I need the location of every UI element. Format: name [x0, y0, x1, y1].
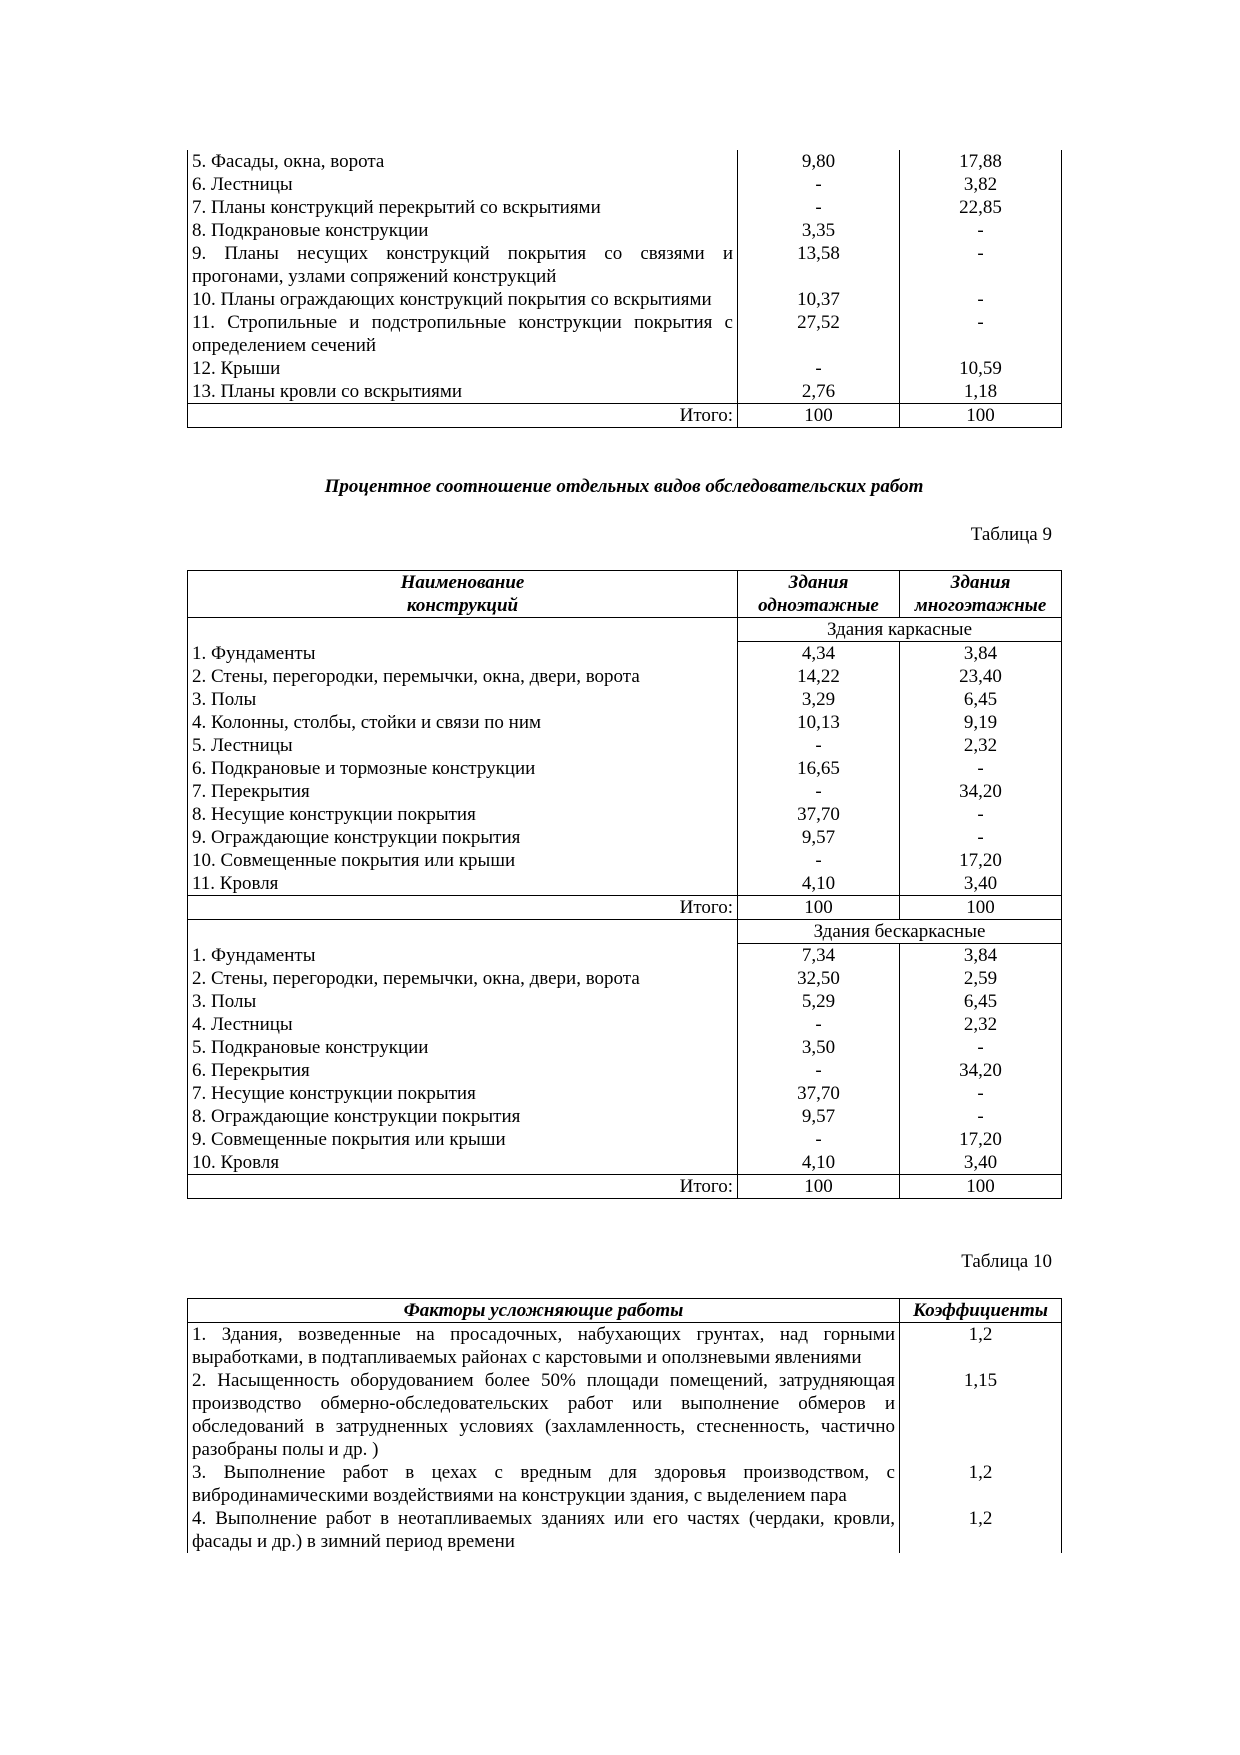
- table-row: 3. Выполнение работ в цехах с вредным для здоровья производством, с вибродинамическими воздействиями на конструкции здания, с выделением пара 1,2: [188, 1461, 1062, 1507]
- table-row: 9. Планы несущих конструкций покрытия со связями и прогонами, узлами сопряжений конструкций 13,58 -: [188, 242, 1062, 288]
- table-row: 9. Ограждающие конструкции покрытия 9,57 -: [188, 826, 1062, 849]
- table-row: 6. Подкрановые и тормозные конструкции 16,65 -: [188, 757, 1062, 780]
- table-row: 8. Ограждающие конструкции покрытия 9,57 -: [188, 1105, 1062, 1128]
- total-row: Итого: 100 100: [188, 1175, 1062, 1199]
- table-row: 11. Стропильные и подстропильные конструкции покрытия с определением сечений 27,52 -: [188, 311, 1062, 357]
- table-row: 8. Несущие конструкции покрытия 37,70 -: [188, 803, 1062, 826]
- section-title-frameless: Здания бескаркасные: [738, 920, 1062, 944]
- table-row: 4. Лестницы - 2,32: [188, 1013, 1062, 1036]
- table-row: 3. Полы 5,29 6,45: [188, 990, 1062, 1013]
- table-header: [188, 1299, 1062, 1323]
- table-row: 7. Планы конструкций перекрытий со вскрытиями - 22,85: [188, 196, 1062, 219]
- section-caption: Процентное соотношение отдельных видов обследовательских работ: [324, 476, 924, 497]
- table-row: 7. Несущие конструкции покрытия 37,70 -: [188, 1082, 1062, 1105]
- table-row: 1. Фундаменты 4,34 3,84: [188, 642, 1062, 666]
- section-row: [188, 618, 1062, 642]
- table-row: 11. Кровля 4,10 3,40: [188, 872, 1062, 896]
- total-row: Итого: 100 100: [188, 896, 1062, 920]
- section-title-frame: Здания каркасные: [738, 618, 1062, 642]
- header-factors: Факторы усложняющие работы: [188, 1299, 900, 1323]
- table-row: 3. Полы 3,29 6,45: [188, 688, 1062, 711]
- table-10: [187, 1298, 1062, 1553]
- header-multi-storey: Здания многоэтажные: [900, 571, 1062, 618]
- table-row: 6. Лестницы - 3,82: [188, 173, 1062, 196]
- table-row: 10. Совмещенные покрытия или крыши - 17,20: [188, 849, 1062, 872]
- table-row: 1. Фундаменты 7,34 3,84: [188, 944, 1062, 968]
- table-row: 10. Планы ограждающих конструкций покрытия со вскрытиями 10,37 -: [188, 288, 1062, 311]
- table-row: 10. Кровля 4,10 3,40: [188, 1151, 1062, 1175]
- table-row: 8. Подкрановые конструкции 3,35 -: [188, 219, 1062, 242]
- table-row: 7. Перекрытия - 34,20: [188, 780, 1062, 803]
- table-row: 1. Здания, возведенные на просадочных, набухающих грунтах, над горными выработками, в подтапливаемых районах с карстовыми и оползневыми явлениями 1,2: [188, 1323, 1062, 1370]
- table-row: 4. Колонны, столбы, стойки и связи по ним 10,13 9,19: [188, 711, 1062, 734]
- table-9: [187, 570, 1062, 1199]
- table-row: 4. Выполнение работ в неотапливаемых зданиях или его частях (чердаки, кровли, фасады и др.) в зимний период времени 1,2: [188, 1507, 1062, 1553]
- section-row: [188, 920, 1062, 944]
- table-row: 5. Лестницы - 2,32: [188, 734, 1062, 757]
- table-row: 2. Насыщенность оборудованием более 50% площади помещений, затрудняющая производство обмерно-обследовательских работ или выполнение обмеров и обследований в затрудненных условиях (захламленность, стесненность, частично разобраны полы и др. ) 1,15: [188, 1369, 1062, 1461]
- table-row: 13. Планы кровли со вскрытиями 2,76 1,18: [188, 380, 1062, 404]
- table-10-label: Таблица 10: [961, 1251, 1052, 1272]
- table-row: 2. Стены, перегородки, перемычки, окна, двери, ворота 14,22 23,40: [188, 665, 1062, 688]
- table-row: 5. Фасады, окна, ворота 9,80 17,88: [188, 150, 1062, 173]
- table-header: [188, 571, 1062, 618]
- table-9-label: Таблица 9: [970, 524, 1052, 545]
- table-row: 5. Подкрановые конструкции 3,50 -: [188, 1036, 1062, 1059]
- table-continuation: [187, 150, 1062, 428]
- header-name: Наименование конструкций: [188, 571, 738, 618]
- table-row: 2. Стены, перегородки, перемычки, окна, двери, ворота 32,50 2,59: [188, 967, 1062, 990]
- table-row: 6. Перекрытия - 34,20: [188, 1059, 1062, 1082]
- total-row: Итого: 100 100: [188, 404, 1062, 428]
- table-row: 9. Совмещенные покрытия или крыши - 17,20: [188, 1128, 1062, 1151]
- header-single-storey: Здания одноэтажные: [738, 571, 900, 618]
- header-coefficients: Коэффициенты: [900, 1299, 1062, 1323]
- table-row: 12. Крыши - 10,59: [188, 357, 1062, 380]
